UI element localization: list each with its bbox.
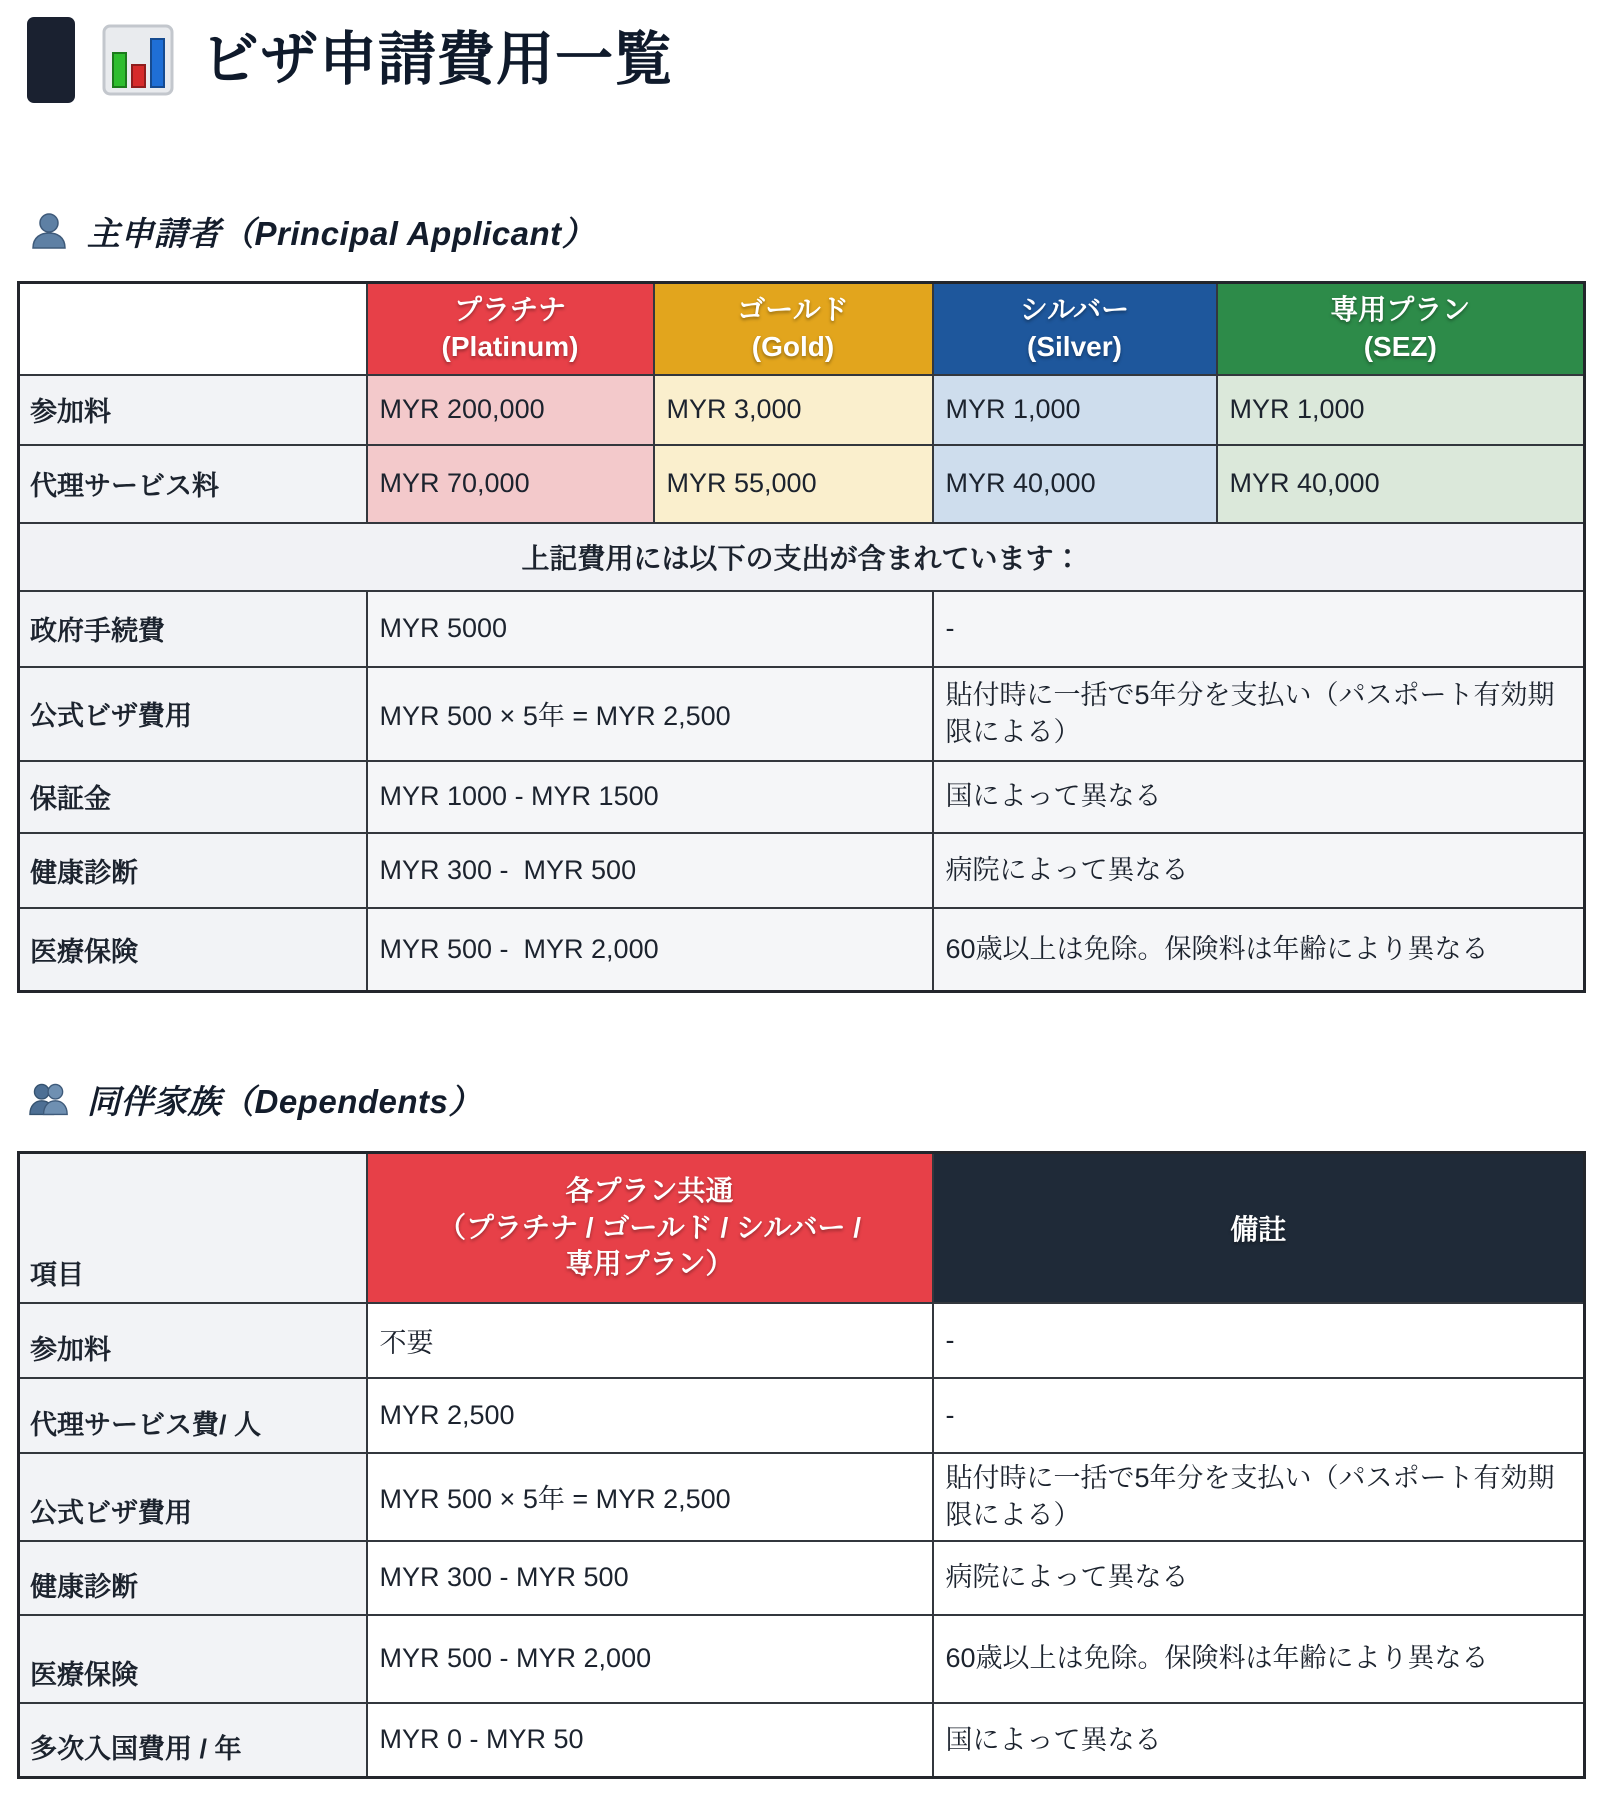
- bar-chart-icon: [101, 23, 175, 97]
- row-label: 参加料: [19, 375, 367, 445]
- table-row: [19, 1703, 1585, 1778]
- table-row: [19, 375, 1585, 445]
- table-row: [19, 1615, 1585, 1703]
- table-row: [19, 833, 1585, 908]
- plan-header-platinum: [367, 283, 654, 375]
- row-label: 代理サービス費/ 人: [19, 1378, 367, 1453]
- row-value: MYR 2,500: [367, 1378, 933, 1453]
- row-label: 医療保険: [19, 908, 367, 992]
- row-note: 貼付時に一括で5年分を支払い（パスポート有効期限による）: [933, 1453, 1585, 1541]
- row-note: -: [933, 1303, 1585, 1378]
- row-value: MYR 300 - MYR 500: [367, 1541, 933, 1615]
- table-row: [19, 445, 1585, 523]
- row-note: 病院によって異なる: [933, 1541, 1585, 1615]
- common-plan-header-line2: （プラチナ / ゴールド / シルバー /: [437, 1211, 862, 1243]
- plan-label-en: (Platinum): [441, 330, 579, 362]
- plan-label-en: (Silver): [1027, 330, 1122, 362]
- fee-value-platinum: MYR 70,000: [367, 445, 654, 523]
- table-row: [19, 1541, 1585, 1615]
- detail-value: MYR 500 × 5年 = MYR 2,500: [367, 667, 933, 761]
- row-label: 政府手続費: [19, 591, 367, 667]
- detail-note: 病院によって異なる: [933, 833, 1585, 908]
- row-value: 不要: [367, 1303, 933, 1378]
- detail-value: MYR 300 - MYR 500: [367, 833, 933, 908]
- plan-label-en: (SEZ): [1363, 330, 1437, 362]
- item-column-header: 項目: [19, 1153, 367, 1303]
- detail-note: -: [933, 591, 1585, 667]
- detail-note: 貼付時に一括で5年分を支払い（パスポート有効期限による）: [933, 667, 1585, 761]
- fee-value-gold: MYR 55,000: [654, 445, 933, 523]
- common-plan-header-line3: 専用プラン）: [565, 1247, 734, 1279]
- table-row: [19, 1453, 1585, 1541]
- title-accent-bar: [27, 17, 75, 103]
- detail-value: MYR 1000 - MYR 1500: [367, 761, 933, 833]
- person-icon: [29, 212, 69, 250]
- fee-value-gold: MYR 3,000: [654, 375, 933, 445]
- table-row: [19, 1378, 1585, 1453]
- remarks-column-header: 備註: [933, 1153, 1585, 1303]
- fee-value-silver: MYR 1,000: [933, 375, 1217, 445]
- table-row: [19, 667, 1585, 761]
- section-heading-dependents: [29, 1075, 1583, 1123]
- table-row: [19, 1303, 1585, 1378]
- row-label: 公式ビザ費用: [19, 1453, 367, 1541]
- row-label: 保証金: [19, 761, 367, 833]
- plan-label-ja: 専用プラン: [1330, 294, 1471, 326]
- common-plan-header: [367, 1153, 933, 1303]
- row-label: 多次入国費用 / 年: [19, 1703, 367, 1778]
- section-title-dependents: 同伴家族（Dependents）: [87, 1082, 482, 1120]
- table-row: [19, 908, 1585, 992]
- row-label: 健康診断: [19, 1541, 367, 1615]
- row-value: MYR 500 - MYR 2,000: [367, 1615, 933, 1703]
- page-title: ビザ申請費用一覧: [201, 26, 674, 92]
- title-row: [27, 12, 1583, 107]
- table-row: [19, 591, 1585, 667]
- principal-applicant-table: [17, 281, 1586, 993]
- plan-header-silver: [933, 283, 1217, 375]
- row-note: -: [933, 1378, 1585, 1453]
- table-row: [19, 761, 1585, 833]
- plan-header-gold: [654, 283, 933, 375]
- detail-value: MYR 5000: [367, 591, 933, 667]
- row-label: 公式ビザ費用: [19, 667, 367, 761]
- row-note: 国によって異なる: [933, 1703, 1585, 1778]
- corner-cell: [19, 283, 367, 375]
- fee-value-sez: MYR 1,000: [1217, 375, 1585, 445]
- plan-label-en: (Gold): [751, 330, 835, 362]
- detail-note: 60歳以上は免除。保険料は年齢により異なる: [933, 908, 1585, 992]
- section-heading-principal: [29, 207, 1583, 255]
- row-value: MYR 500 × 5年 = MYR 2,500: [367, 1453, 933, 1541]
- fee-value-silver: MYR 40,000: [933, 445, 1217, 523]
- people-icon: [29, 1080, 69, 1118]
- row-note: 60歳以上は免除。保険料は年齢により異なる: [933, 1615, 1585, 1703]
- fee-value-platinum: MYR 200,000: [367, 375, 654, 445]
- row-value: MYR 0 - MYR 50: [367, 1703, 933, 1778]
- table-row: [19, 283, 1585, 375]
- row-label: 代理サービス料: [19, 445, 367, 523]
- detail-note: 国によって異なる: [933, 761, 1585, 833]
- dependents-table: [17, 1151, 1586, 1779]
- section-title-principal: 主申請者（Principal Applicant）: [87, 214, 596, 252]
- plan-label-ja: プラチナ: [453, 294, 566, 326]
- common-plan-header-line1: 各プラン共通: [565, 1175, 734, 1207]
- row-label: 健康診断: [19, 833, 367, 908]
- row-label: 医療保険: [19, 1615, 367, 1703]
- row-label: 参加料: [19, 1303, 367, 1378]
- detail-value: MYR 500 - MYR 2,000: [367, 908, 933, 992]
- plan-label-ja: シルバー: [1019, 294, 1130, 326]
- plan-header-sez: [1217, 283, 1585, 375]
- included-note: 上記費用には以下の支出が含まれています：: [19, 523, 1585, 591]
- table-row: [19, 1153, 1585, 1303]
- plan-label-ja: ゴールド: [737, 294, 849, 326]
- table-row: [19, 523, 1585, 591]
- fee-value-sez: MYR 40,000: [1217, 445, 1585, 523]
